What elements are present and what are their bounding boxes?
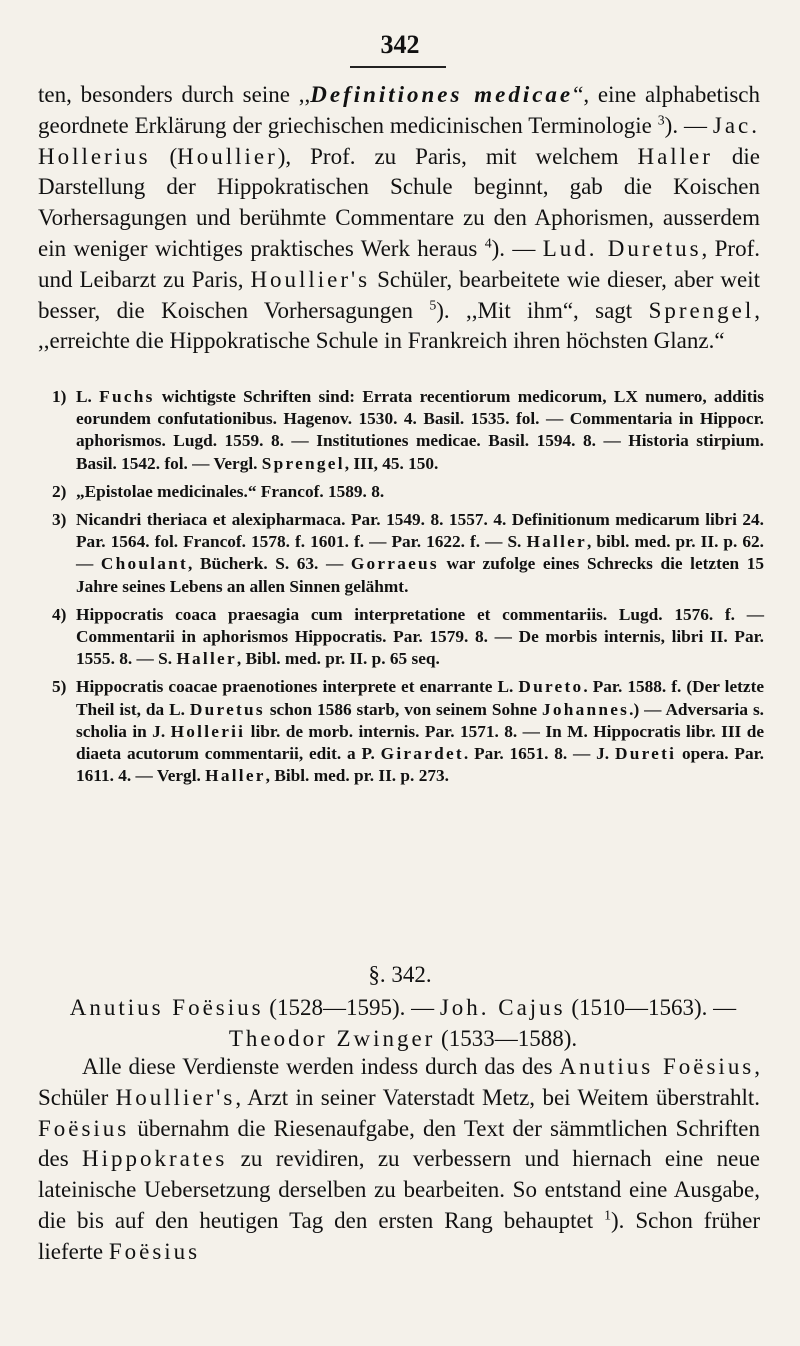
- footnotes: [38, 386, 764, 793]
- text-run: , III, 45. 150.: [344, 453, 439, 473]
- text-run: , Schüler: [38, 1054, 760, 1110]
- text-run: .) — Adversaria s. scholia in J.: [76, 699, 764, 741]
- text-run: Hippocratis coaca praesagia cum interpretatione et commentariis. Lugd. 1576. f. — Commentarii in aphorismos Hippocratis. Par. 1579. 8. — De morbis internis, libri II. Par. 1555. 8. — S.: [76, 604, 764, 669]
- text-run: . Par. 1588. f. (Der letzte Theil ist, da L.: [76, 677, 764, 719]
- text-run: ), Prof. zu Paris, mit welchem: [277, 143, 638, 169]
- spaced-name: Sprengel: [261, 453, 345, 473]
- footnote-number: 2): [52, 481, 67, 501]
- text-run: , Bücherk. S. 63. —: [188, 554, 351, 574]
- spaced-name: Houllier: [177, 143, 278, 169]
- page-number: 342: [380, 30, 420, 59]
- spaced-name: Choulant: [100, 554, 189, 574]
- footnote: [38, 386, 764, 475]
- spaced-name: Gorraeus: [350, 554, 439, 574]
- spaced-name: Foësius: [108, 1238, 201, 1264]
- spaced-name: Fuchs: [99, 387, 155, 406]
- spaced-name: Lud. Duretus: [542, 235, 702, 261]
- spaced-name: Joh. Cajus: [439, 995, 566, 1020]
- footnote-number: 1): [52, 387, 67, 406]
- text-run: Schüler, bearbeitete wie dieser, aber weit besser, die Koischen Vorhersagungen: [38, 266, 761, 323]
- spaced-name: Haller: [205, 766, 266, 786]
- spaced-name: Jac. Hollerius: [38, 112, 760, 169]
- footnote-number: 3): [52, 510, 67, 530]
- footnote-number: 4): [52, 604, 67, 624]
- text-run: , Prof. und Leibarzt zu Paris,: [38, 235, 760, 292]
- footnote-marker: 1: [604, 1207, 611, 1223]
- text-run: (: [150, 143, 178, 169]
- text-run: (1528—1595). —: [263, 995, 440, 1020]
- section-number: §. 342.: [368, 962, 432, 987]
- text-run: ). —: [491, 235, 543, 261]
- page-number-rule: [350, 66, 446, 68]
- footnote: [38, 509, 764, 598]
- footnote-marker: 5: [429, 296, 437, 312]
- text-run: Alle diese Verdienste werden indess durch das des: [82, 1054, 560, 1079]
- text-run: war zufolge eines Schrecks die letzten 15 Jahre seines Lebens an allen Sinnen gelähmt.: [76, 554, 764, 596]
- spaced-name: Houllier's: [115, 1084, 236, 1110]
- text-run: L.: [76, 387, 100, 406]
- footnote: [38, 604, 764, 671]
- spaced-name: Hollerii: [170, 721, 246, 741]
- body-text-top: [38, 80, 760, 357]
- text-run: , Bibl. med. pr. II. p. 65 seq.: [236, 649, 440, 669]
- text-run: ). —: [664, 112, 713, 138]
- paragraph-section-342: [38, 1052, 760, 1268]
- spaced-name: Haller: [526, 532, 587, 552]
- text-run: ). Schon früher lieferte: [38, 1207, 760, 1264]
- text-run: „Epistolae medicinales.“ Francof. 1589. 8.: [76, 481, 385, 501]
- text-run: , ,,erreichte die Hippokratische Schule in Frankreich ihren höchsten Glanz.“: [38, 297, 760, 354]
- text-run: . Par. 1651. 8. — J.: [463, 744, 615, 764]
- spaced-name: Johannes: [541, 699, 630, 719]
- spaced-name: Girardet: [380, 744, 464, 764]
- footnote-marker: 4: [484, 235, 492, 251]
- spaced-name: Haller: [637, 143, 713, 169]
- text-run: , Arzt in seiner Vaterstadt Metz, bei Weitem überstrahlt.: [235, 1084, 760, 1110]
- text-run: , Bibl. med. pr. II. p. 273.: [265, 766, 449, 786]
- section-heading: [38, 992, 768, 1054]
- text-run: übernahm die Riesenaufgabe, den Text der sämmtlichen Schriften des: [38, 1115, 760, 1172]
- spaced-name: Anutius Foësius: [559, 1054, 755, 1079]
- spaced-name: Duretus: [189, 699, 265, 719]
- spaced-name: Dureti: [614, 744, 677, 764]
- footnote: [38, 481, 764, 503]
- text-run: , bibl. med. pr. II. p. 62. —: [76, 532, 765, 574]
- spaced-name: Sprengel: [648, 297, 755, 323]
- text-run: (1533—1588).: [435, 1026, 578, 1051]
- body-text-bottom: [38, 1052, 760, 1268]
- text-run: zu revidiren, zu verbessern und hiernach eine neue lateinische Uebersetzung derselben zu bearbeiten. So entstand eine Ausgabe, die bis auf den heutigen Tag den ersten Rang behauptet: [38, 1146, 760, 1233]
- footnote-number: 5): [52, 677, 67, 697]
- spaced-name: Dureto: [518, 677, 584, 697]
- spaced-name: Definitiones medicae: [310, 82, 574, 107]
- text-run: “, eine alphabetisch geordnete Erklärung der griechischen medicinischen Terminologie: [38, 82, 760, 138]
- text-run: ). ,,Mit ihm“, sagt: [436, 297, 649, 323]
- text-run: libr. de morb. internis. Par. 1571. 8. — In M. Hippocratis libr. III de diaeta acutorum commentarii, edit. a P.: [76, 721, 764, 764]
- text-run: opera. Par. 1611. 4. — Vergl.: [76, 744, 764, 786]
- spaced-name: Theodor Zwinger: [228, 1026, 436, 1051]
- spaced-name: Houllier's: [250, 266, 371, 292]
- paragraph-continued: [38, 80, 760, 357]
- footnote: [38, 676, 764, 787]
- spaced-name: Haller: [176, 649, 237, 669]
- text-run: ten, besonders durch seine ,,: [38, 82, 311, 107]
- text-run: schon 1586 starb, von seinem Sohne: [264, 699, 542, 719]
- text-run: Nicandri theriaca et alexipharmaca. Par. 1549. 8. 1557. 4. Definitionum medicarum libri 24. Par. 1564. fol. Francof. 1578. f. 1601. f. — Par. 1622. f. — S.: [76, 510, 764, 552]
- text-run: Hippocratis coacae praenotiones interprete et enarrante L.: [76, 677, 519, 697]
- text-run: (1510—1563). —: [565, 995, 737, 1020]
- spaced-name: Hippokrates: [82, 1146, 228, 1172]
- footnote-marker: 3: [657, 112, 665, 128]
- text-run: wichtigste Schriften sind: Errata recentiorum medicorum, LX numero, additis eorundem confutationibus. Hagenov. 1530. 4. Basil. 1535. fol. — Commentaria in Hippocr. aphorismos. Lugd. 1559. 8. — Institutiones medicae. Basil. 1594. 8. — Historia stirpium. Basil. 1542. fol. — Vergl.: [76, 387, 764, 473]
- spaced-name: Anutius Foësius: [69, 995, 264, 1020]
- spaced-name: Foësius: [38, 1115, 130, 1141]
- text-run: die Darstellung der Hippokratischen Schule beginnt, gab die Koischen Vorhersagungen und berühmte Commentare zu den Aphorismen, ausserdem ein weniger wichtiges praktisches Werk heraus: [38, 143, 760, 261]
